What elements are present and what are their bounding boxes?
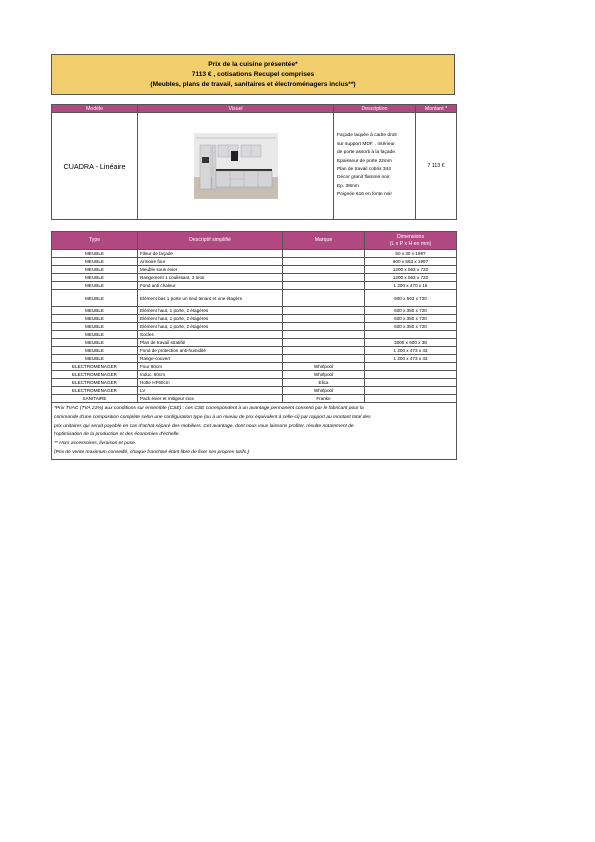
item-description: Elément haut, 1 porte, 2 étagères [138, 307, 283, 315]
item-brand: Whirlpool [283, 371, 365, 379]
item-type: MEUBLE [52, 339, 138, 347]
table-row [52, 307, 457, 315]
item-description: Rangement 1 coulissant, 3 tiroir [138, 274, 283, 282]
item-brand [283, 347, 365, 355]
footnote-line: commande d'une composition complète selon une configuration type (ou à un niveau de prix équivalent à celle-ci) par rapport au montant total des [54, 414, 371, 420]
col-header-montant: Montant * [416, 105, 457, 113]
table-row [52, 290, 457, 307]
table-row [52, 363, 457, 371]
item-description: Induc. 60cm [138, 371, 283, 379]
item-brand [283, 307, 365, 315]
items-table [51, 231, 457, 460]
table-row [52, 331, 457, 339]
item-type: MEUBLE [52, 258, 138, 266]
item-dimensions: 600 x 350 x 720 [365, 315, 457, 323]
table-row [52, 339, 457, 347]
item-description: Pack évier et mitigeur inox [138, 395, 283, 403]
item-brand: Whirlpool [283, 363, 365, 371]
dimensions-header-line-1: Dimensions [396, 233, 425, 240]
item-dimensions: 3000 x 600 x 38 [365, 339, 457, 347]
description-line: sur support MDF. , intérieur [337, 141, 395, 147]
table-row [52, 395, 457, 403]
item-dimensions: 1 200 x 473 x 43 [365, 355, 457, 363]
header-line-1: Prix de la cuisine présentée* [208, 60, 298, 68]
notes-row [52, 403, 457, 460]
kitchen-visual [138, 113, 334, 220]
item-dimensions: 1 200 x 470 x 16 [365, 282, 457, 290]
item-brand [283, 266, 365, 274]
item-dimensions [365, 363, 457, 371]
header-line-2: 7113 € , cotisations Recupel comprises [191, 70, 315, 78]
table-row [52, 323, 457, 331]
item-dimensions: 1 200 x 473 x 43 [365, 347, 457, 355]
item-description: Socles [138, 331, 283, 339]
item-dimensions: 1200 x 563 x 720 [365, 274, 457, 282]
item-dimensions [365, 379, 457, 387]
kitchen-image [194, 133, 278, 199]
footnote-line: *Prix TVAC (TVA 21%) aux conditions sur ensemble (CSE) : ces CSE correspondent à un avantage permanent consenti par le fabricant pour la [54, 406, 364, 411]
item-dimensions: 600 x 563 x 720 [365, 290, 457, 307]
item-description: Elément bas 1 porte un seul tenant et une étagère [138, 290, 283, 307]
description-line: Ep. 38mm [337, 183, 359, 189]
description-line: Plan de travail cobris 344 [337, 167, 391, 172]
item-type: MEUBLE [52, 274, 138, 282]
item-type: MEUBLE [52, 266, 138, 274]
item-brand: Elica [283, 379, 365, 387]
item-brand: Whirlpool [283, 387, 365, 395]
price-header [51, 54, 455, 95]
item-dimensions [365, 371, 457, 379]
item-brand: Franke [283, 395, 365, 403]
table-row [52, 387, 457, 395]
col-header-visuel: Visuel [138, 105, 334, 113]
table-row [52, 371, 457, 379]
col-header-dimensions [365, 232, 457, 250]
description-line: Façade laquée à cadre droit [337, 133, 397, 139]
table-row [52, 258, 457, 266]
item-description: Plan de travail stratifié [138, 339, 283, 347]
item-dimensions [365, 395, 457, 403]
dimensions-header-line-2: (L x P x H en mm) [389, 240, 432, 247]
model-table [51, 104, 457, 220]
item-brand [283, 331, 365, 339]
items-body [52, 250, 457, 403]
description-line: de porte assorti à la façade. [337, 150, 397, 156]
item-type: MEUBLE [52, 290, 138, 307]
item-description: Armoire four [138, 258, 283, 266]
footnote-line: prix unitaires qui serait payable en cas d'achat séparé des mobiliers. Cet avantage, dont nous vous laissons profiter, résulte notamment de [54, 423, 354, 429]
description-line: Poignée 616 en fonte noir [337, 192, 392, 198]
model-row [52, 113, 457, 220]
footnotes [52, 403, 457, 460]
item-type: MEUBLE [52, 347, 138, 355]
table-row [52, 355, 457, 363]
item-description: Fond de protection anti-humidité [138, 347, 283, 355]
col-header-description: Description [334, 105, 416, 113]
item-dimensions [365, 331, 457, 339]
col-header-type: Type [52, 232, 138, 250]
item-type: ELECTROMENAGER [52, 387, 138, 395]
item-brand [283, 355, 365, 363]
item-type: MEUBLE [52, 250, 138, 258]
item-brand [283, 339, 365, 347]
table-row [52, 266, 457, 274]
model-table-header [52, 105, 457, 113]
item-description: Range-couvert [138, 355, 283, 363]
item-description: Elément haut, 1 porte, 2 étagères [138, 315, 283, 323]
item-type: MEUBLE [52, 282, 138, 290]
item-type: ELECTROMENAGER [52, 379, 138, 387]
item-dimensions: 600 x 350 x 720 [365, 323, 457, 331]
item-dimensions: 600 x 563 x 1997 [365, 258, 457, 266]
item-description: Meuble sous évier [138, 266, 283, 274]
item-dimensions: 1200 x 563 x 720 [365, 266, 457, 274]
header-line-3: (Meubles, plans de travail, sanitaires et électroménagers inclus**) [150, 80, 356, 88]
footnote-line: (Prix de vente maximum conseillé, chaque franchisé étant libre de fixer ses propres tarifs.) [54, 449, 250, 455]
item-brand [283, 250, 365, 258]
item-brand [283, 323, 365, 331]
item-description: Hotte HF60cm [138, 379, 283, 387]
table-row [52, 250, 457, 258]
model-description [334, 113, 416, 220]
model-name: CUADRA - Linéaire [52, 113, 138, 220]
table-row [52, 379, 457, 387]
item-brand [283, 258, 365, 266]
item-type: ELECTROMENAGER [52, 371, 138, 379]
item-type: MEUBLE [52, 307, 138, 315]
item-description: Fond anti chaleur [138, 282, 283, 290]
table-row [52, 347, 457, 355]
col-header-descriptif: Descriptif simplifié [138, 232, 283, 250]
item-dimensions: 50 x 30 x 1997 [365, 250, 457, 258]
item-type: MEUBLE [52, 331, 138, 339]
item-type: SANITAIRE [52, 395, 138, 403]
item-description: LV [138, 387, 283, 395]
col-header-modele: Modèle [52, 105, 138, 113]
table-row [52, 282, 457, 290]
item-description: Elément haut, 1 porte, 2 étagères [138, 323, 283, 331]
item-brand [283, 282, 365, 290]
item-type: MEUBLE [52, 323, 138, 331]
description-line: Epaisseur de porte 22mm [337, 158, 392, 164]
item-brand [283, 274, 365, 282]
table-row [52, 274, 457, 282]
footnote-line: l'optimisation de la production et des économies d'échelle. [54, 432, 180, 438]
model-amount: 7 113 € [416, 113, 457, 220]
item-type: MEUBLE [52, 355, 138, 363]
item-description: Fileur de façade [138, 250, 283, 258]
item-type: ELECTROMENAGER [52, 363, 138, 371]
item-type: MEUBLE [52, 315, 138, 323]
table-row [52, 315, 457, 323]
description-line: Décor granit flammé noir. [337, 175, 391, 181]
item-dimensions [365, 387, 457, 395]
items-table-header [52, 232, 457, 250]
item-dimensions: 600 x 350 x 720 [365, 307, 457, 315]
item-brand [283, 290, 365, 307]
item-brand [283, 315, 365, 323]
footnote-line: ** Hors accessoires, livraison et pose. [54, 441, 137, 447]
item-description: Four 60cm [138, 363, 283, 371]
col-header-marque: Marque [283, 232, 365, 250]
